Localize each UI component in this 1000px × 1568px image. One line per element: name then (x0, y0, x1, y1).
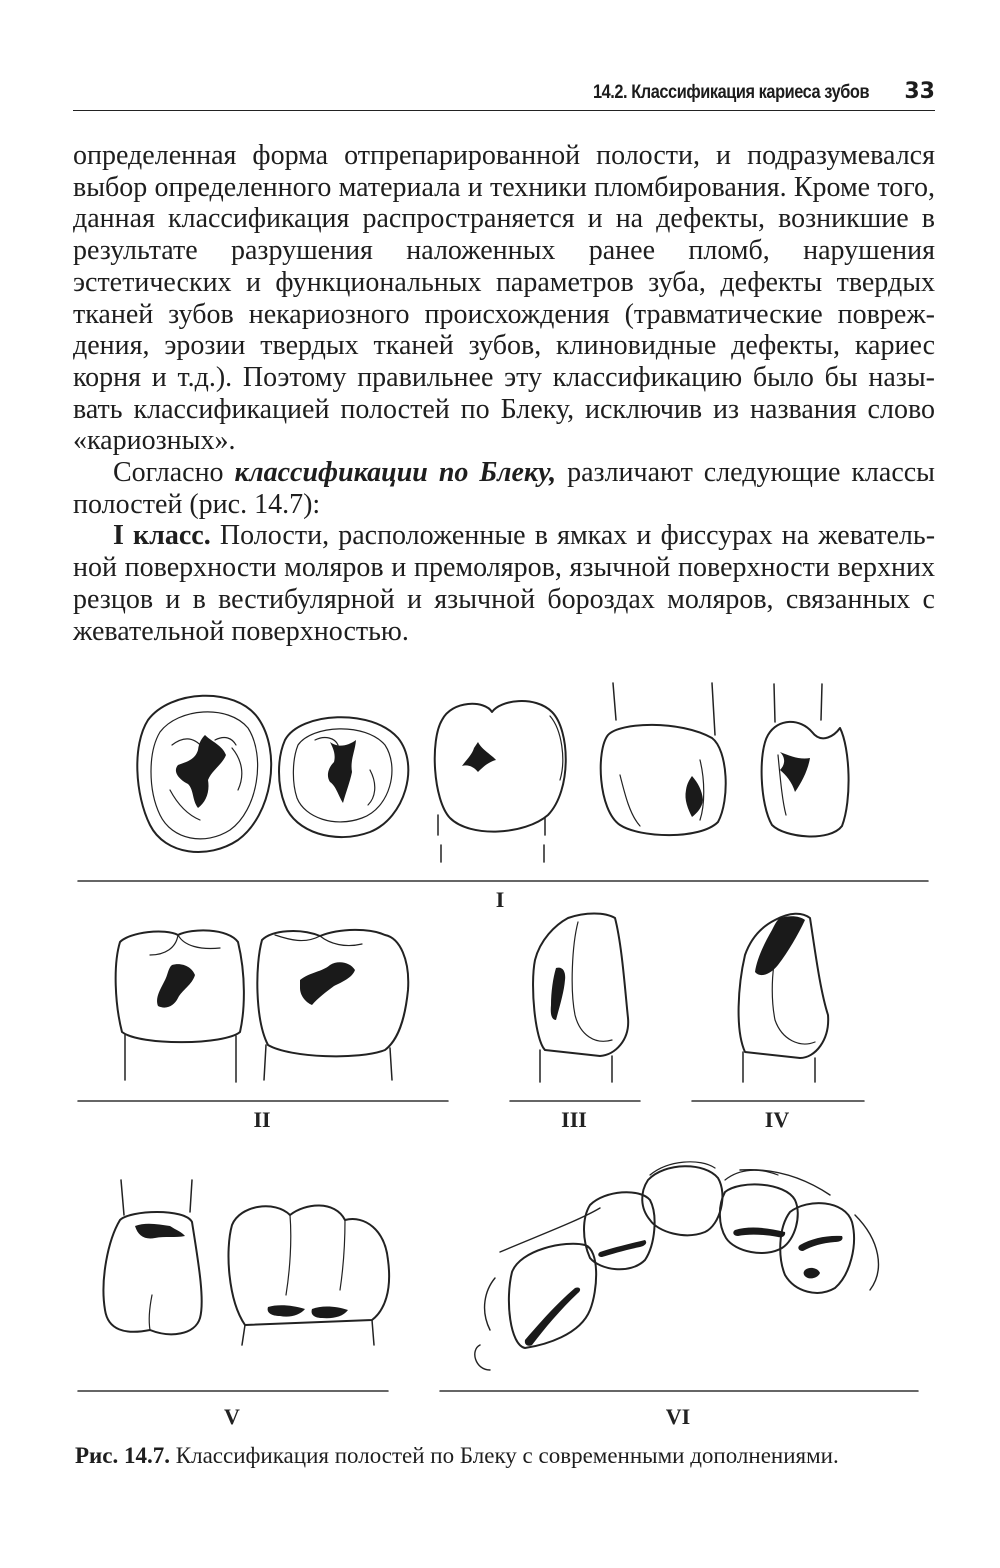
paragraph-1: определенная форма отпрепарированной полости, и подразумевался выбор определенного материала и техники пломбирования. Кроме того, данная классификация распространяется и на дефекты, возникшие в результате разрушения наложенных ранее пломб, нарушения эстетических и функциональных параметров зуба, дефекты твердых тканей зубов некариозного происхождения (травматические повреждения, эрозии твердых тканей зубов, клиновидные дефекты, кариес корня и т.д.). Поэтому правильнее эту классификацию было бы называть классификацией полостей по Блеку, исключив из названия слово «кариозных». (73, 140, 935, 457)
figure-caption (75, 1443, 945, 1469)
tooth-drawings (0, 660, 1000, 1440)
class-i-incisor-lingual-drawing (762, 684, 849, 836)
class-vi-dental-arch-drawing (475, 1162, 879, 1370)
class-label-v: V (224, 1404, 240, 1429)
class-i-term: I класс. (113, 520, 211, 552)
class-i-molar-lingual-drawing (601, 683, 726, 835)
class-ii-molar-drawing (257, 930, 408, 1080)
class-i-molar-buccal-drawing (435, 701, 566, 862)
class-label-iv: IV (764, 1107, 790, 1132)
paragraph-2-term: классификации по Блеку, (234, 457, 557, 489)
class-ii-premolar-drawing (116, 930, 244, 1082)
running-head-section: 14.2. Классификация кариеса зубов (592, 82, 869, 103)
class-label-vi: VI (665, 1404, 691, 1429)
paragraph-3-text: Полости, расположенные в ямках и фиссурах на жевательной поверхности моляров и премоляров, язычной поверхности верхних резцов и в вестибулярной и язычной бороздах моляров, связанных с жевательной поверхностью. (73, 520, 936, 647)
paragraph-2-end: различают следующие классы полостей (рис. 14.7): (73, 457, 935, 520)
paragraph-3 (73, 520, 935, 647)
class-iii-incisor-drawing (533, 914, 628, 1083)
paragraph-2 (73, 457, 935, 520)
running-head (73, 78, 935, 111)
class-label-i: I (495, 887, 505, 912)
class-i-molar-occlusal-drawing (137, 696, 271, 852)
figure-14-7 (0, 660, 1000, 1440)
class-label-iii: III (561, 1107, 587, 1132)
caption-label: Рис. 14.7. (75, 1443, 171, 1468)
class-v-incisor-drawing (103, 1180, 201, 1334)
paragraph-2-start: Согласно (113, 457, 235, 489)
class-v-molar-drawing (228, 1205, 389, 1345)
caption-text: Классификация полостей по Блеку с современными дополнениями. (170, 1443, 839, 1468)
class-iv-incisor-drawing (739, 914, 829, 1082)
page-number: 33 (904, 79, 935, 104)
class-label-ii: II (253, 1107, 271, 1132)
class-i-premolar-occlusal-drawing (279, 717, 408, 837)
body-text (73, 140, 935, 647)
